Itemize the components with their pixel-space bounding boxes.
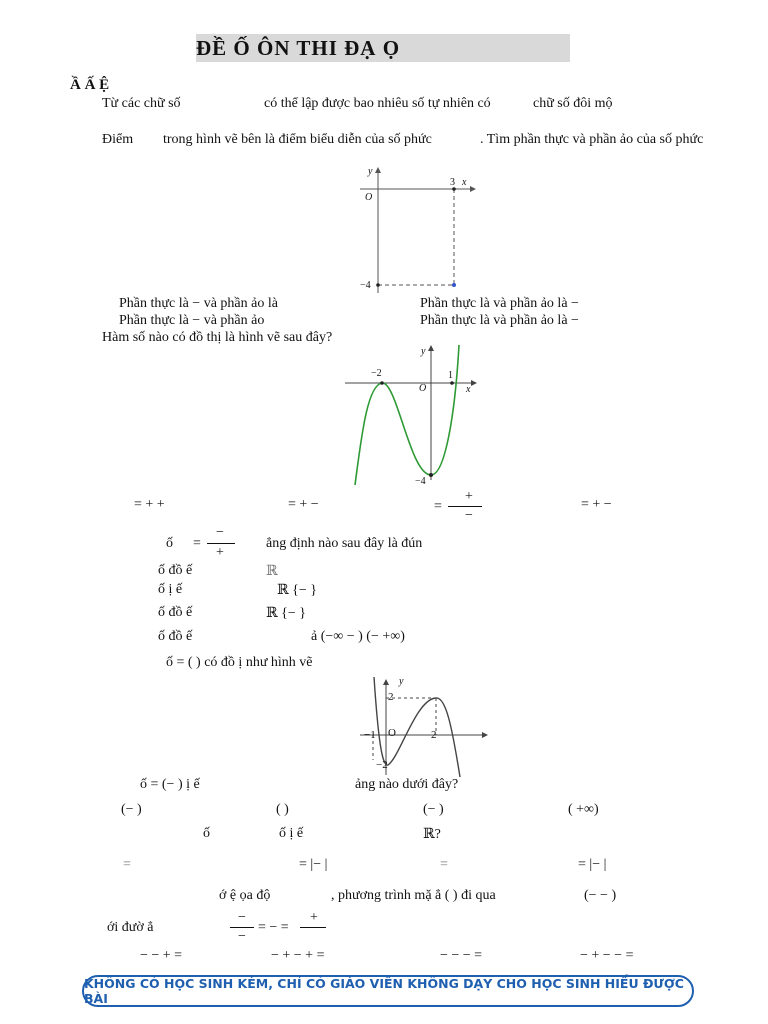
q2-option-a: Phần thực là − và phần ảo là <box>119 296 278 311</box>
q6-stem-c: ℝ? <box>423 827 441 842</box>
q5-graph-y-label: y <box>399 676 404 687</box>
q2-stem-c: . Tìm phần thực và phần ảo của số phức <box>480 132 704 147</box>
q4-line-3-a: ố đồ ế <box>158 605 193 620</box>
q8-frac2-num: + <box>310 910 318 925</box>
q4-line-1-b: ℝ <box>266 564 278 579</box>
q3-option-a: = + + <box>134 497 165 512</box>
q3-graph-x-tick-right: 1 <box>448 370 453 381</box>
q4-line-4-b: ả (−∞ − ) (− +∞) <box>311 629 405 644</box>
q8-frac1-num: − <box>238 910 246 925</box>
q3-option-c: = <box>434 499 442 514</box>
q5-option-a: (− ) <box>121 802 142 817</box>
q3-option-c-num: + <box>465 489 473 504</box>
q4-line-2-a: ố ị ế <box>158 582 183 597</box>
q6-option-d: = |− | <box>578 857 607 872</box>
q1-text-b: có thể lập được bao nhiêu số tự nhiên có <box>264 96 491 111</box>
q4-line-3-b: ℝ {− } <box>266 606 306 621</box>
q5-stem: ố = ( ) có đồ ị như hình vẽ <box>166 655 313 670</box>
section-heading: Ầ Ấ Ệ <box>70 77 110 93</box>
q4-stem-b: ẳng định nào sau đây là đún <box>266 536 423 551</box>
q6-stem-a: ố <box>203 826 210 841</box>
q5-graph-y-top: 2 <box>388 691 394 703</box>
q4-line-4-a: ố đồ ế <box>158 629 193 644</box>
q4-stem-eq: = <box>193 536 201 551</box>
q8-frac1-den: − <box>238 929 246 944</box>
q7-stem-a: ớ ệ ọa độ <box>219 888 271 903</box>
q3-graph-y-label: y <box>421 346 426 357</box>
q2-option-b: Phần thực là và phần ảo là − <box>420 296 579 311</box>
q6-stem-b: ố ị ế <box>279 826 304 841</box>
q4-stem-a: ố <box>166 536 173 551</box>
q3-option-d: = + − <box>581 497 612 512</box>
q5-stem2-b: ảng nào dưới đây? <box>355 777 459 792</box>
q3-graph-y-tick: −4 <box>415 476 426 487</box>
q5-graph-origin: O <box>388 727 396 739</box>
q5-option-c: (− ) <box>423 802 444 817</box>
q6-option-c: = <box>440 857 448 872</box>
q3-option-c-fraction-bar <box>448 506 482 507</box>
q2-graph-y-tick: −4 <box>360 280 371 291</box>
q3-graph-x-tick-left: −2 <box>371 368 382 379</box>
q4-frac-den: + <box>216 545 224 560</box>
footer-slogan-text: KHÔNG CÓ HỌC SINH KÉM, CHỈ CÓ GIÁO VIÊN KHÔNG DẠY CHO HỌC SINH HIỂU ĐƯỢC BÀI <box>84 976 684 1006</box>
q2-graph-origin: O <box>365 192 373 203</box>
q3-option-b: = + − <box>288 497 319 512</box>
q8-option-a: − − + = <box>140 948 183 963</box>
q1-text-c: chữ số đôi mộ <box>533 96 613 111</box>
q8-frac2-bar <box>300 927 326 928</box>
q5-graph-x-left: −1 <box>364 729 376 741</box>
q5-graph-y-bottom: −2 <box>376 759 388 771</box>
q4-line-1-a: ố đồ ế <box>158 563 193 578</box>
q8-stem-a: ới đườ ẳ <box>107 920 154 935</box>
q3-stem: Hàm số nào có đồ thị là hình vẽ sau đây? <box>102 330 333 345</box>
q4-frac-num: − <box>216 525 224 540</box>
q3-option-c-den: − <box>465 508 473 523</box>
q6-option-b: = |− | <box>299 857 328 872</box>
q2-graph-x-tick: 3 <box>450 177 455 188</box>
footer-slogan <box>82 975 694 1007</box>
q7-stem-c: (− − ) <box>584 888 617 903</box>
q4-line-2-b: ℝ {− } <box>277 583 317 598</box>
q2-option-d: Phần thực là và phần ảo là − <box>420 313 579 328</box>
q2-graph-x-label: x <box>462 177 467 188</box>
q2-graph-y-label: y <box>368 166 373 177</box>
q5-stem2-a: ố = (− ) ị ế <box>140 777 200 792</box>
q8-option-c: − − − = <box>440 948 483 963</box>
q8-mid: = − = <box>258 920 289 935</box>
page-title: ĐỀ Ố ÔN THI ĐẠ Ọ <box>196 36 401 60</box>
q2-option-c: Phần thực là − và phần ảo <box>119 313 265 328</box>
q2-graph <box>350 165 480 295</box>
q3-graph <box>345 345 480 490</box>
q8-frac1-bar <box>230 927 254 928</box>
q5-graph-x-right: 2 <box>431 729 437 741</box>
q3-graph-x-label: x <box>466 384 471 395</box>
q2-stem-a: Điểm <box>102 132 134 147</box>
q1-text-a: Từ các chữ số <box>102 96 181 111</box>
q8-option-b: − + − + = <box>271 948 325 963</box>
q8-option-d: − + − − = <box>580 948 634 963</box>
q6-option-a: = <box>123 857 131 872</box>
q2-stem-b: trong hình vẽ bên là điểm biểu diễn của số phức <box>163 132 432 147</box>
q7-stem-b: , phương trình mặ ẳ ( ) đi qua <box>331 888 496 903</box>
q4-fraction-bar <box>207 543 235 544</box>
q5-option-b: ( ) <box>276 802 289 817</box>
q3-graph-origin: O <box>419 383 427 394</box>
q5-option-d: ( +∞) <box>568 802 599 817</box>
